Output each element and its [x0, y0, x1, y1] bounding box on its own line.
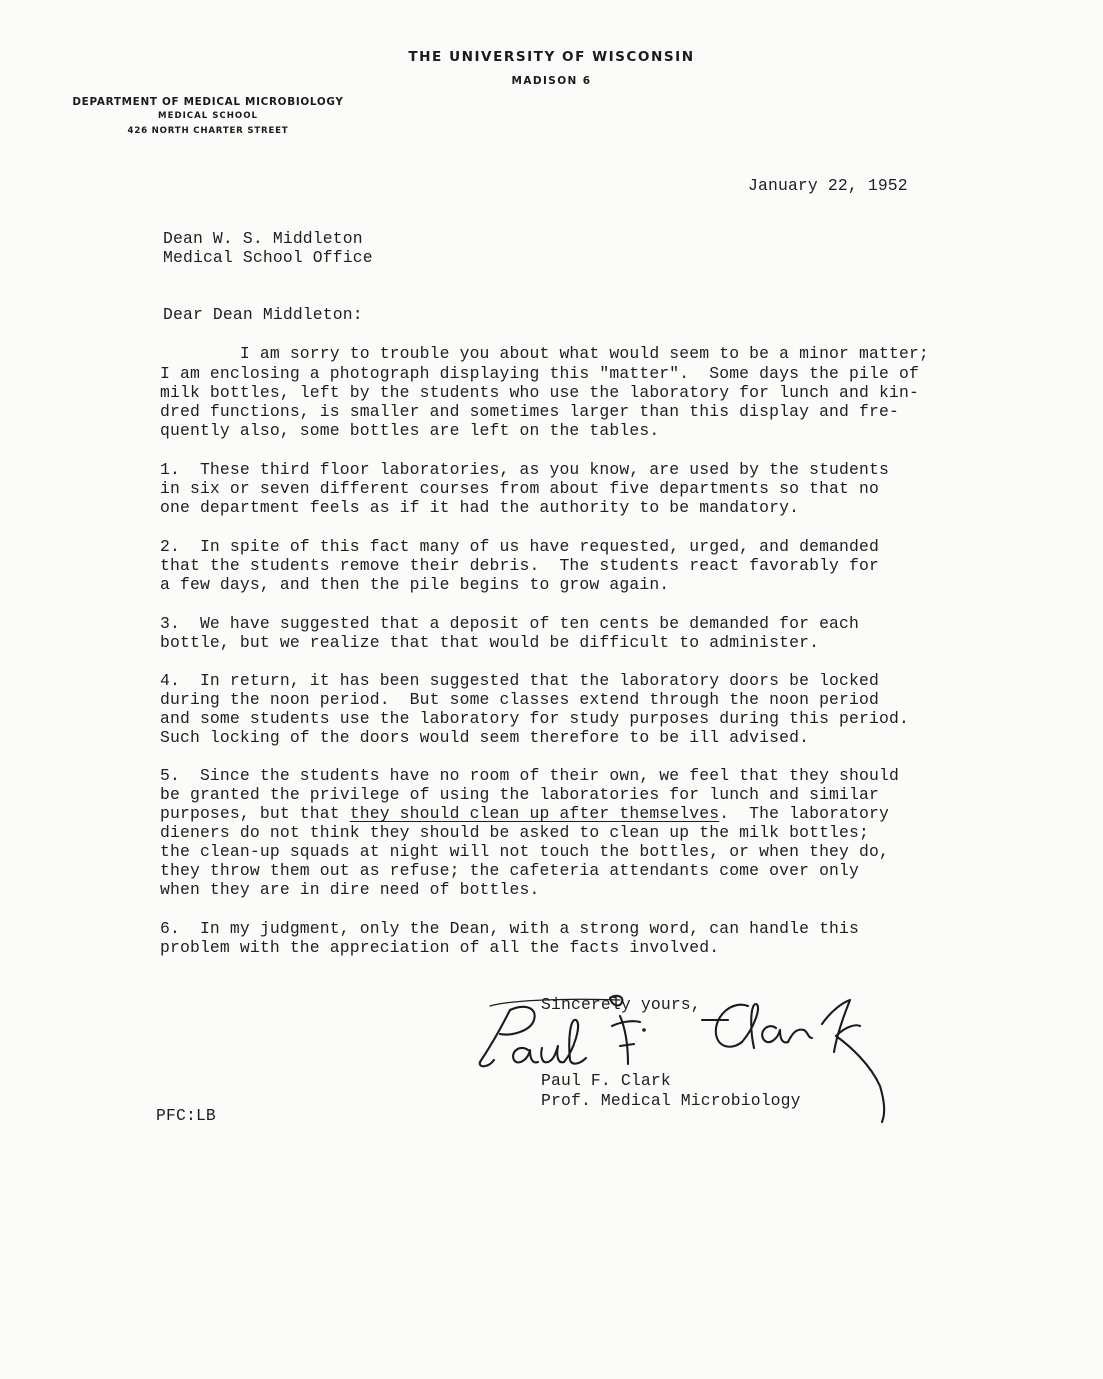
signer-name: Paul F. Clark	[541, 1071, 671, 1090]
point-line: during the noon period. But some classes extend through the noon period	[160, 690, 879, 709]
point-line: they throw them out as refuse; the cafeteria attendants come over only	[160, 861, 860, 880]
street-address: 426 NORTH CHARTER STREET	[127, 126, 289, 136]
intro-line: I am enclosing a photograph displaying this "matter". Some days the pile of	[160, 364, 919, 383]
salutation: Dear Dean Middleton:	[163, 305, 363, 324]
signer-title: Prof. Medical Microbiology	[541, 1091, 801, 1110]
point-line: 2. In spite of this fact many of us have requested, urged, and demanded	[160, 537, 879, 556]
point-line: that the students remove their debris. The students react favorably for	[160, 556, 879, 575]
department-name: DEPARTMENT OF MEDICAL MICROBIOLOGY	[72, 96, 344, 108]
reference-initials: PFC:LB	[156, 1106, 216, 1125]
point-line: 5. Since the students have no room of their own, we feel that they should	[160, 766, 899, 785]
intro-line: dred functions, is smaller and sometimes larger than this display and fre-	[160, 402, 899, 421]
recipient-office: Medical School Office	[163, 248, 373, 267]
point-5-text-after: . The laboratory	[719, 804, 889, 823]
point-line: bottle, but we realize that that would be difficult to administer.	[160, 633, 820, 652]
university-city: MADISON 6	[511, 75, 592, 87]
point-line: Such locking of the doors would seem therefore to be ill advised.	[160, 728, 810, 747]
point-line: and some students use the laboratory for study purposes during this period.	[160, 709, 909, 728]
intro-line: milk bottles, left by the students who use the laboratory for lunch and kin-	[160, 383, 919, 402]
point-line: 4. In return, it has been suggested that the laboratory doors be locked	[160, 671, 879, 690]
point-line: problem with the appreciation of all the facts involved.	[160, 938, 720, 957]
underlined-phrase: they should clean up after themselves	[349, 804, 720, 823]
intro-line: quently also, some bottles are left on the tables.	[160, 421, 660, 440]
point-line: be granted the privilege of using the laboratories for lunch and similar	[160, 785, 879, 804]
point-line: when they are in dire need of bottles.	[160, 880, 540, 899]
closing: Sincerely yours,	[541, 995, 701, 1014]
school-name: MEDICAL SCHOOL	[158, 111, 258, 121]
recipient-name: Dean W. S. Middleton	[163, 229, 363, 248]
point-5-text-before: purposes, but that	[160, 804, 350, 823]
intro-line: I am sorry to trouble you about what would seem to be a minor matter;	[160, 344, 929, 363]
point-line: a few days, and then the pile begins to grow again.	[160, 575, 670, 594]
point-line: in six or seven different courses from about five departments so that no	[160, 479, 879, 498]
university-name: THE UNIVERSITY OF WISCONSIN	[408, 49, 695, 65]
point-line: the clean-up squads at night will not touch the bottles, or when they do,	[160, 842, 889, 861]
point-line-underlined	[160, 804, 889, 823]
point-line: dieners do not think they should be asked to clean up the milk bottles;	[160, 823, 870, 842]
point-line: 1. These third floor laboratories, as you know, are used by the students	[160, 460, 889, 479]
letter-date: January 22, 1952	[748, 176, 908, 195]
point-line: 3. We have suggested that a deposit of ten cents be demanded for each	[160, 614, 860, 633]
point-line: 6. In my judgment, only the Dean, with a strong word, can handle this	[160, 919, 860, 938]
point-line: one department feels as if it had the authority to be mandatory.	[160, 498, 800, 517]
